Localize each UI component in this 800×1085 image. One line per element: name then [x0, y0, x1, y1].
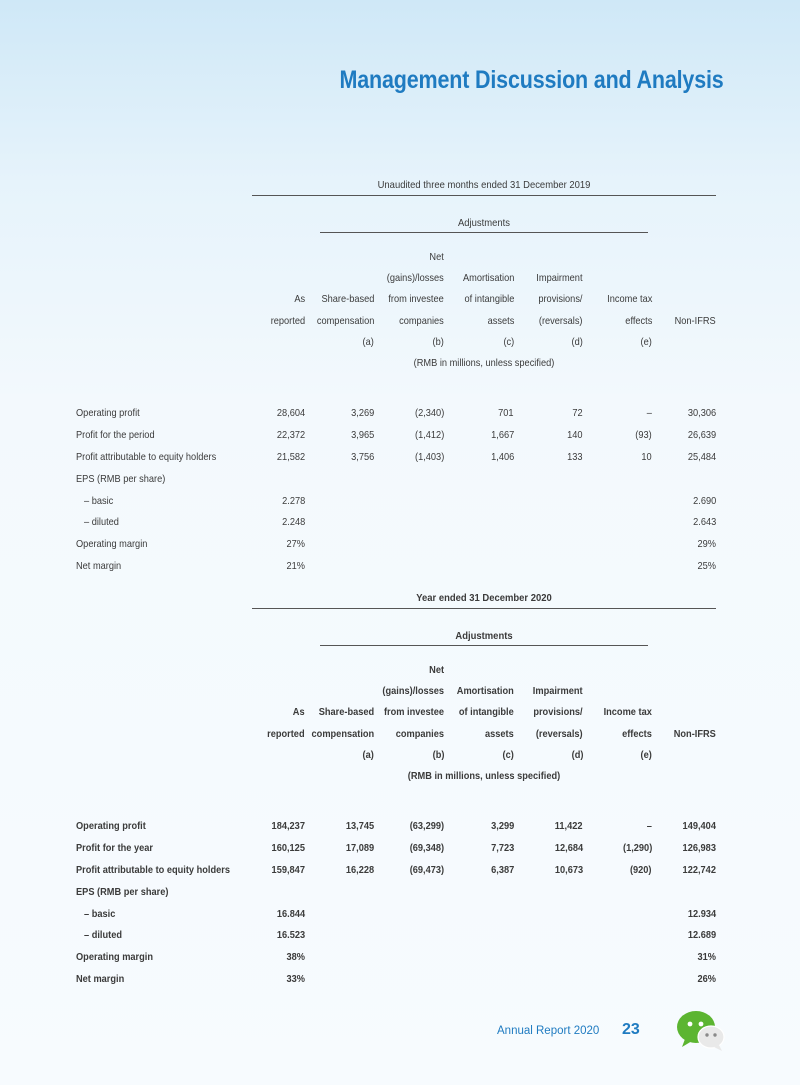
row-label: – basic — [84, 908, 116, 920]
table-cell: 38% — [286, 951, 305, 963]
table-row — [0, 842, 800, 858]
table-cell: 3,965 — [350, 429, 374, 441]
column-note: (d) — [571, 749, 583, 761]
table-cell: 159,847 — [271, 864, 305, 876]
table-cell: 122,742 — [682, 864, 716, 876]
column-header — [604, 702, 652, 745]
column-header-line: reported — [267, 727, 305, 740]
adjustments-rule — [320, 232, 648, 233]
table-cell: 16.844 — [276, 908, 305, 920]
table-cell: 10,673 — [554, 864, 583, 876]
units-note: (RMB in millions, unless specified) — [407, 770, 561, 782]
column-header-line: Non-IFRS — [674, 314, 716, 327]
table-cell: 17,089 — [345, 842, 374, 854]
column-header-line: Share-based — [318, 706, 374, 719]
column-header-line: Non-IFRS — [673, 727, 716, 740]
table-cell: 126,983 — [682, 842, 716, 854]
row-label: Profit attributable to equity holders — [76, 451, 217, 463]
column-header-line: compensation — [316, 314, 374, 327]
table-cell: 11,422 — [555, 820, 583, 832]
table-row — [0, 886, 800, 902]
column-header-line: from investee — [388, 293, 444, 306]
table-cell: 149,404 — [682, 820, 716, 832]
table-cell: 2.690 — [692, 495, 716, 507]
adjustments-header: Adjustments — [457, 217, 511, 229]
column-header-line: Net — [429, 250, 444, 263]
column-header-line: As — [294, 293, 305, 306]
column-note: (c) — [503, 336, 514, 348]
table-cell: – — [646, 820, 652, 832]
column-header — [387, 247, 444, 332]
row-label: – diluted — [84, 929, 122, 941]
table-row — [0, 560, 800, 576]
column-header-line: Amortisation — [457, 685, 514, 698]
table-row — [0, 429, 800, 445]
column-header — [311, 702, 374, 745]
column-header-line: provisions/ — [533, 706, 583, 719]
table-row — [0, 451, 800, 467]
table-cell: 133 — [567, 451, 583, 463]
column-header-line: (reversals) — [536, 727, 583, 740]
footer-report-label: Annual Report 2020 — [497, 1025, 600, 1037]
table-cell: 12.689 — [687, 929, 716, 941]
row-label: Operating profit — [76, 820, 146, 832]
table-cell: 2.278 — [281, 495, 305, 507]
table-row — [0, 929, 800, 945]
table-row — [0, 973, 800, 989]
adjustments-rule — [320, 645, 648, 646]
wechat-logo-icon — [676, 1010, 726, 1057]
table-cell: 140 — [567, 429, 583, 441]
column-header — [382, 660, 444, 745]
column-header-line: effects — [622, 727, 652, 740]
column-header — [674, 724, 716, 745]
column-header — [607, 289, 652, 332]
table-period-header: Year ended 31 December 2020 — [416, 592, 552, 604]
row-label: Profit for the year — [76, 842, 154, 854]
table-cell: 72 — [572, 407, 583, 419]
table-cell: (1,403) — [414, 451, 444, 463]
table-cell: (2,340) — [414, 407, 444, 419]
row-label: – diluted — [84, 516, 119, 528]
row-label: Net margin — [76, 973, 125, 985]
table-row — [0, 538, 800, 554]
table-cell: (69,473) — [409, 864, 444, 876]
table-cell: (920) — [630, 864, 652, 876]
column-header-line: Impairment — [533, 685, 583, 698]
column-header — [316, 289, 374, 332]
row-label: Profit for the period — [76, 429, 155, 441]
column-header-line: of intangible — [459, 706, 514, 719]
column-header-line: provisions/ — [538, 293, 583, 306]
row-label: – basic — [84, 495, 114, 507]
column-header-line: As — [293, 706, 305, 719]
column-header-line: companies — [399, 314, 444, 327]
column-note: (b) — [432, 749, 444, 761]
column-header-line: companies — [395, 727, 444, 740]
column-note: (d) — [571, 336, 583, 348]
table-cell: (1,412) — [414, 429, 444, 441]
table-row — [0, 951, 800, 967]
column-header-line: compensation — [311, 727, 374, 740]
column-header-line: (gains)/losses — [386, 272, 444, 285]
table-cell: (69,348) — [409, 842, 444, 854]
row-label: Profit attributable to equity holders — [76, 864, 231, 876]
table-cell: 29% — [697, 538, 716, 550]
table-row — [0, 516, 800, 532]
table-row — [0, 820, 800, 836]
table-cell: 184,237 — [271, 820, 305, 832]
column-header-line: Impairment — [536, 272, 583, 285]
table-2020-year — [0, 587, 800, 987]
column-header-line: assets — [487, 314, 514, 327]
table-cell: 701 — [498, 407, 514, 419]
table-cell: 6,387 — [490, 864, 514, 876]
table-cell: (63,299) — [409, 820, 444, 832]
table-cell: 21,582 — [276, 451, 305, 463]
table-cell: 26,639 — [687, 429, 716, 441]
adjustments-header: Adjustments — [455, 630, 513, 642]
column-header-line: Share-based — [321, 293, 374, 306]
column-header-line: effects — [624, 314, 652, 327]
table-cell: 1,406 — [490, 451, 514, 463]
table-cell: 1,667 — [490, 429, 514, 441]
column-header — [675, 311, 716, 332]
column-header-line: Income tax — [606, 293, 652, 306]
table-cell: 16,228 — [345, 864, 374, 876]
column-header — [268, 702, 305, 745]
table-cell: 7,723 — [490, 842, 514, 854]
column-header — [457, 681, 514, 745]
table-row — [0, 495, 800, 511]
column-note: (e) — [640, 749, 652, 761]
column-header-line: Net — [429, 663, 444, 676]
table-cell: 21% — [286, 560, 305, 572]
table-cell: 3,756 — [350, 451, 374, 463]
column-header — [463, 268, 514, 332]
table-row — [0, 407, 800, 423]
period-rule — [252, 608, 716, 609]
table-cell: 12.934 — [687, 908, 716, 920]
column-note: (e) — [640, 336, 652, 348]
table-cell: 25% — [697, 560, 716, 572]
row-label: Net margin — [76, 560, 122, 572]
table-cell: 13,745 — [345, 820, 374, 832]
units-note: (RMB in millions, unless specified) — [413, 357, 555, 369]
column-note: (a) — [362, 749, 374, 761]
table-cell: 22,372 — [276, 429, 305, 441]
table-cell: (1,290) — [622, 842, 652, 854]
column-note: (a) — [362, 336, 374, 348]
table-row — [0, 864, 800, 880]
column-header-line: Amortisation — [462, 272, 514, 285]
column-header-line: of intangible — [464, 293, 514, 306]
table-period-header: Unaudited three months ended 31 December 2019 — [377, 179, 591, 191]
column-header — [533, 681, 583, 745]
page-title: Management Discussion and Analysis — [339, 66, 724, 94]
column-header-line: reported — [270, 314, 305, 327]
table-cell: 160,125 — [271, 842, 305, 854]
table-cell: 30,306 — [687, 407, 716, 419]
row-label: EPS (RMB per share) — [76, 886, 169, 898]
table-cell: – — [646, 407, 652, 419]
column-header — [271, 289, 305, 332]
column-note: (c) — [502, 749, 514, 761]
table-cell: 16.523 — [276, 929, 305, 941]
table-cell: 12,684 — [554, 842, 583, 854]
row-label: Operating profit — [76, 407, 140, 419]
row-label: Operating margin — [76, 538, 148, 550]
table-cell: 2.248 — [281, 516, 305, 528]
column-note: (b) — [432, 336, 444, 348]
column-header-line: assets — [485, 727, 514, 740]
table-cell: 26% — [697, 973, 716, 985]
column-header-line: Income tax — [603, 706, 652, 719]
table-cell: 2.643 — [692, 516, 716, 528]
row-label: EPS (RMB per share) — [76, 473, 166, 485]
period-rule — [252, 195, 716, 196]
table-2019-q4 — [0, 174, 800, 574]
table-row — [0, 473, 800, 489]
table-cell: 27% — [286, 538, 305, 550]
column-header-line: (reversals) — [539, 314, 583, 327]
table-cell: 3,269 — [350, 407, 374, 419]
table-row — [0, 908, 800, 924]
table-cell: 28,604 — [276, 407, 305, 419]
column-header-line: (gains)/losses — [382, 685, 444, 698]
table-cell: 25,484 — [687, 451, 716, 463]
column-header-line: from investee — [383, 706, 444, 719]
page-number: 23 — [622, 1021, 640, 1038]
table-cell: 3,299 — [490, 820, 514, 832]
table-cell: (93) — [635, 429, 652, 441]
table-cell: 33% — [286, 973, 305, 985]
row-label: Operating margin — [76, 951, 154, 963]
column-header — [537, 268, 583, 332]
table-cell: 10 — [641, 451, 652, 463]
table-cell: 31% — [697, 951, 716, 963]
